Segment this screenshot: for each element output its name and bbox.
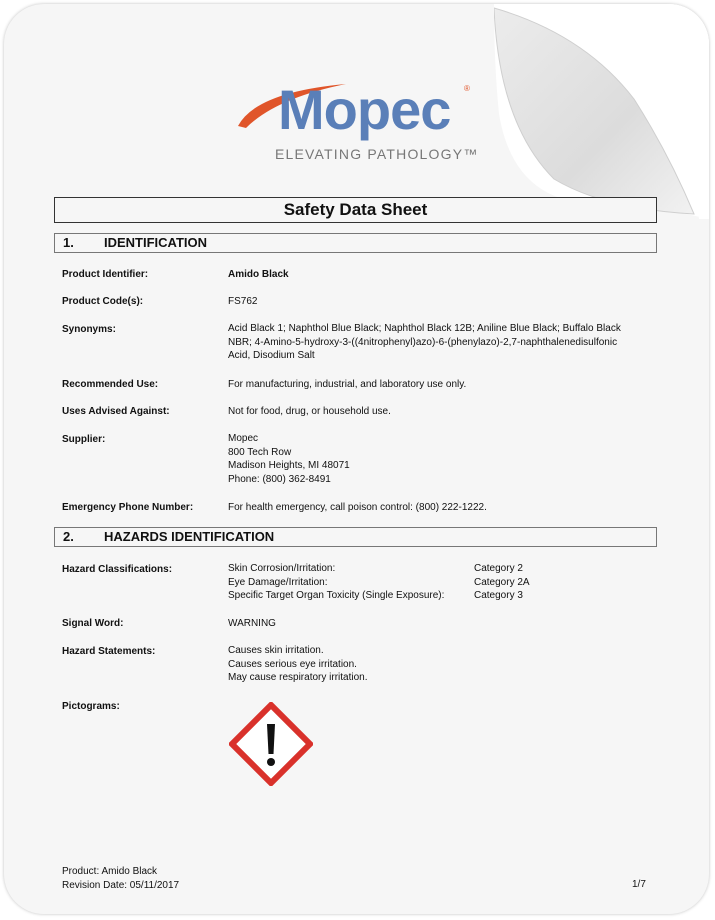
synonyms-label: Synonyms: <box>62 324 116 335</box>
supplier-line: Madison Heights, MI 48071 <box>228 460 350 472</box>
section-title: IDENTIFICATION <box>104 235 208 250</box>
footer-revision-date: Revision Date: 05/11/2017 <box>62 880 180 891</box>
recommended-use-value: For manufacturing, industrial, and laboratory use only. <box>228 379 467 390</box>
hazard-statements-value <box>228 644 648 685</box>
supplier-line: 800 Tech Row <box>228 446 292 458</box>
recommended-use-label: Recommended Use: <box>62 379 159 390</box>
logo-tagline: ELEVATING PATHOLOGY™ <box>275 146 479 162</box>
synonyms-line: NBR; 4-Amino-5-hydroxy-3-((4nitrophenyl)azo)-6-(phenylazo)-2,7-naphthalenedisulfonic <box>228 336 618 348</box>
product-identifier-value: Amido Black <box>228 269 289 280</box>
hazard-statement: May cause respiratory irritation. <box>228 672 368 684</box>
supplier-line: Phone: (800) 362-8491 <box>228 473 331 485</box>
hazard-classifications-list <box>228 562 468 603</box>
emergency-phone-value: For health emergency, call poison control: (800) 222-1222. <box>228 502 487 513</box>
hazard-statements-label: Hazard Statements: <box>62 646 156 657</box>
hazard-categories-list <box>474 562 530 603</box>
supplier-label: Supplier: <box>62 434 106 445</box>
logo-registered-mark: ® <box>464 84 470 93</box>
hazard-statement: Causes skin irritation. <box>228 645 324 656</box>
supplier-line: Mopec <box>228 433 259 444</box>
footer-product: Product: Amido Black <box>62 866 158 877</box>
product-codes-label: Product Code(s): <box>62 296 144 307</box>
synonyms-line: Acid Black 1; Naphthol Blue Black; Naphthol Black 12B; Aniline Blue Black; Buffalo Black <box>228 323 621 334</box>
section-2-header <box>54 527 657 547</box>
product-identifier-label: Product Identifier: <box>62 269 149 280</box>
hazard-class-item: Eye Damage/Irritation: <box>228 576 328 588</box>
hazard-statement: Causes serious eye irritation. <box>228 658 357 670</box>
synonyms-value <box>228 322 648 363</box>
hazard-category: Category 3 <box>474 590 523 602</box>
section-number: 2. <box>63 529 74 544</box>
mopec-logo <box>236 78 486 168</box>
hazard-class-item: Skin Corrosion/Irritation: <box>228 563 336 574</box>
hazard-classifications-label: Hazard Classifications: <box>62 564 173 575</box>
product-codes-value: FS762 <box>228 296 258 307</box>
section-title: HAZARDS IDENTIFICATION <box>104 529 275 544</box>
pictograms-label: Pictograms: <box>62 701 120 712</box>
hazard-category: Category 2 <box>474 563 523 574</box>
signal-word-value: WARNING <box>228 618 276 629</box>
hazard-category: Category 2A <box>474 576 530 588</box>
uses-advised-against-value: Not for food, drug, or household use. <box>228 406 391 417</box>
uses-advised-against-label: Uses Advised Against: <box>62 406 170 417</box>
section-1-header <box>54 233 657 253</box>
supplier-value <box>228 432 648 486</box>
emergency-phone-label: Emergency Phone Number: <box>62 502 194 513</box>
document-title: Safety Data Sheet <box>54 197 657 223</box>
hazard-class-item: Specific Target Organ Toxicity (Single Exposure): <box>228 590 445 602</box>
signal-word-label: Signal Word: <box>62 618 124 629</box>
page-number: 1/7 <box>632 879 646 890</box>
exclamation-mark-pictogram-icon <box>229 702 313 786</box>
sds-page <box>4 4 709 914</box>
section-number: 1. <box>63 235 74 250</box>
logo-wordmark: Mopec <box>278 78 451 141</box>
synonyms-line: Acid, Disodium Salt <box>228 350 315 362</box>
page-curl-icon <box>494 4 709 219</box>
